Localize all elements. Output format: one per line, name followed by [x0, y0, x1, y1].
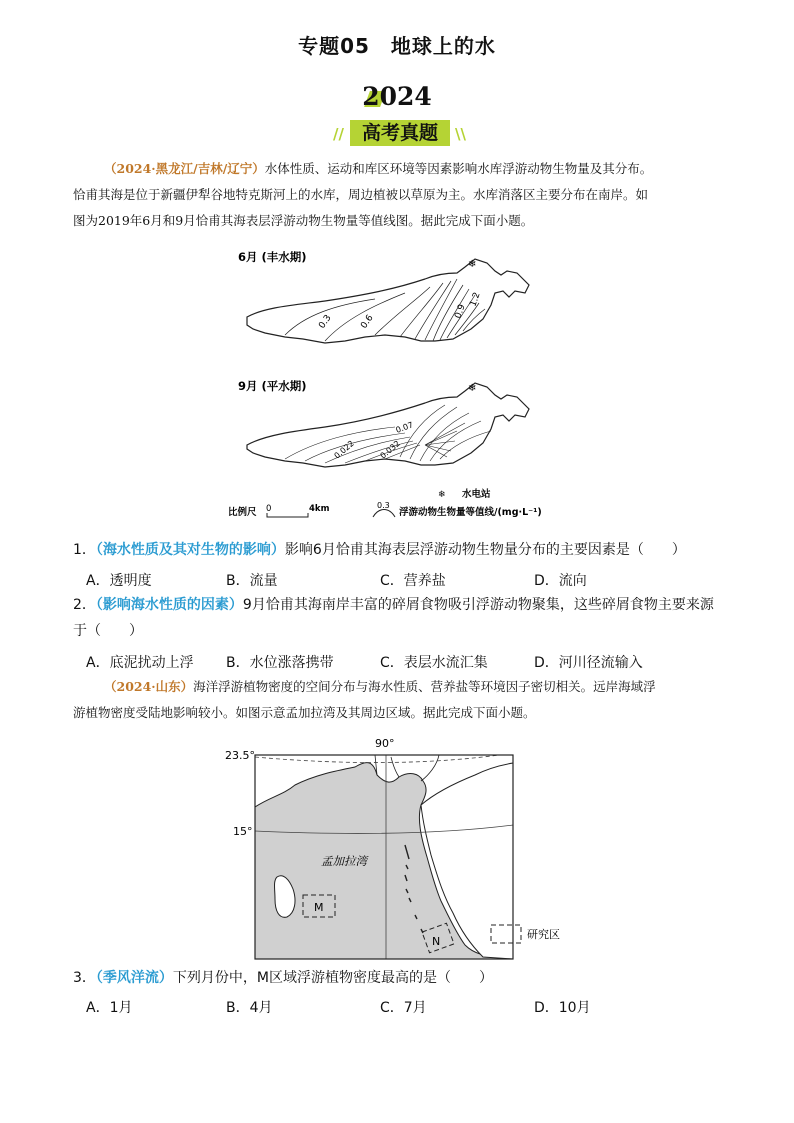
- q1-tag: （海水性质及其对生物的影响）: [95, 542, 285, 558]
- passage1-line2: 恰甫其海是位于新疆伊犁谷地特克斯河上的水库，周边植被以草原为主。水库消落区主要分布在南岸。如: [73, 187, 649, 202]
- bay-label: 孟加拉湾: [321, 854, 367, 868]
- june-contour-label-4: 1.2: [468, 291, 483, 309]
- legend-contour-text: 浮游动物生物量等值线/(mg·L⁻¹): [399, 507, 542, 518]
- june-hydro-station-icon: ❄: [468, 259, 477, 270]
- sept-contour-label-3: 0.07: [394, 420, 415, 435]
- legend-contour-value: 0.3: [377, 501, 390, 510]
- q1-option-d[interactable]: D．流向: [534, 573, 587, 589]
- bay-of-bengal-map: [225, 735, 585, 965]
- tropic-label: 23.5°: [225, 749, 255, 762]
- q1-text: 影响6月恰甫其海表层浮游动物生物量分布的主要因素是（ ）: [284, 542, 686, 558]
- question-3: [73, 965, 723, 991]
- passage2-source: （2024·山东）: [104, 679, 194, 694]
- scale-km: 4km: [309, 504, 330, 514]
- q2-option-c[interactable]: C．表层水流汇集: [380, 655, 488, 671]
- scale-label: 比例尺: [228, 507, 257, 518]
- legend-station-icon: ❄: [438, 490, 446, 500]
- q2-text-continued: 于（ ）: [73, 623, 143, 639]
- year-heading: 2024: [362, 82, 432, 111]
- june-reservoir-outline: [247, 259, 529, 343]
- scale-bar: [267, 513, 308, 517]
- passage2-text1: 海洋浮游植物密度的空间分布与海水性质、营养盐等环境因子密切相关。远岸海域浮: [193, 679, 656, 694]
- banner-left-slashes: //: [333, 125, 344, 143]
- june-contour-label-2: 0.6: [359, 313, 376, 331]
- q1-number: 1．: [73, 542, 96, 558]
- reservoir-contour-figure: [225, 245, 585, 525]
- longitude-label: 90°: [375, 737, 395, 750]
- passage2-line2: 游植物密度受陆地影响较小。如图示意孟加拉湾及其周边区域。据此完成下面小题。: [73, 705, 536, 720]
- passage1-line3: 图为2019年6月和9月恰甫其海表层浮游动物生物量等值线图。据此完成下面小题。: [73, 213, 534, 228]
- passage1-source: （2024·黑龙江/吉林/辽宁）: [104, 161, 265, 176]
- q1-option-b[interactable]: B．流量: [226, 573, 278, 589]
- q3-tag: （季风洋流）: [95, 970, 173, 986]
- q2-tag: （影响海水性质的因素）: [95, 597, 243, 613]
- sept-contour-label-1: 0.022: [332, 438, 356, 461]
- scale-zero: 0: [266, 504, 272, 514]
- q3-option-c[interactable]: C．7月: [380, 1000, 427, 1016]
- q3-option-d[interactable]: D．10月: [534, 1000, 591, 1016]
- passage1-text1: 水体性质、运动和库区环境等因素影响水库浮游动物生物量及其分布。: [264, 161, 653, 176]
- passage1-line1: [104, 156, 712, 182]
- section-banner: 高考真题: [350, 120, 450, 146]
- june-label: 6月 (丰水期): [238, 250, 307, 264]
- year-heading-wrap: [0, 82, 794, 111]
- question-2: [73, 592, 723, 618]
- box-m-label: M: [314, 901, 324, 914]
- q2-text: 9月恰甫其海南岸丰富的碎屑食物吸引浮游动物聚集，这些碎屑食物主要来源: [242, 597, 714, 613]
- june-contour-label-1: 0.3: [317, 313, 334, 331]
- banner-right-slashes: \\: [455, 125, 466, 143]
- q3-option-a[interactable]: A．1月: [86, 1000, 133, 1016]
- latitude-15-label: 15°: [233, 825, 253, 838]
- question-1: [73, 537, 723, 563]
- june-contour-label-3: 0.9: [453, 303, 468, 321]
- september-label: 9月 (平水期): [238, 379, 307, 393]
- q2-number: 2．: [73, 597, 96, 613]
- page-title: 专题05 地球上的水: [298, 34, 496, 58]
- q3-text: 下列月份中，M区域浮游植物密度最高的是（ ）: [172, 970, 493, 986]
- legend-contour-symbol: [373, 510, 395, 518]
- q2-option-d[interactable]: D．河川径流输入: [534, 655, 643, 671]
- legend-research-text: 研究区: [527, 928, 560, 941]
- passage2-line1: [104, 674, 712, 700]
- q3-option-b[interactable]: B．4月: [226, 1000, 273, 1016]
- sept-contour-label-2: 0.032: [378, 438, 402, 461]
- box-n-label: N: [432, 935, 441, 948]
- q3-number: 3．: [73, 970, 96, 986]
- legend-station-text: 水电站: [462, 489, 491, 500]
- q2-option-b[interactable]: B．水位涨落携带: [226, 655, 334, 671]
- q1-option-a[interactable]: A．透明度: [86, 573, 152, 589]
- sept-hydro-station-icon: ❄: [468, 383, 477, 394]
- q2-option-a[interactable]: A．底泥扰动上浮: [86, 655, 194, 671]
- q1-option-c[interactable]: C．营养盐: [380, 573, 446, 589]
